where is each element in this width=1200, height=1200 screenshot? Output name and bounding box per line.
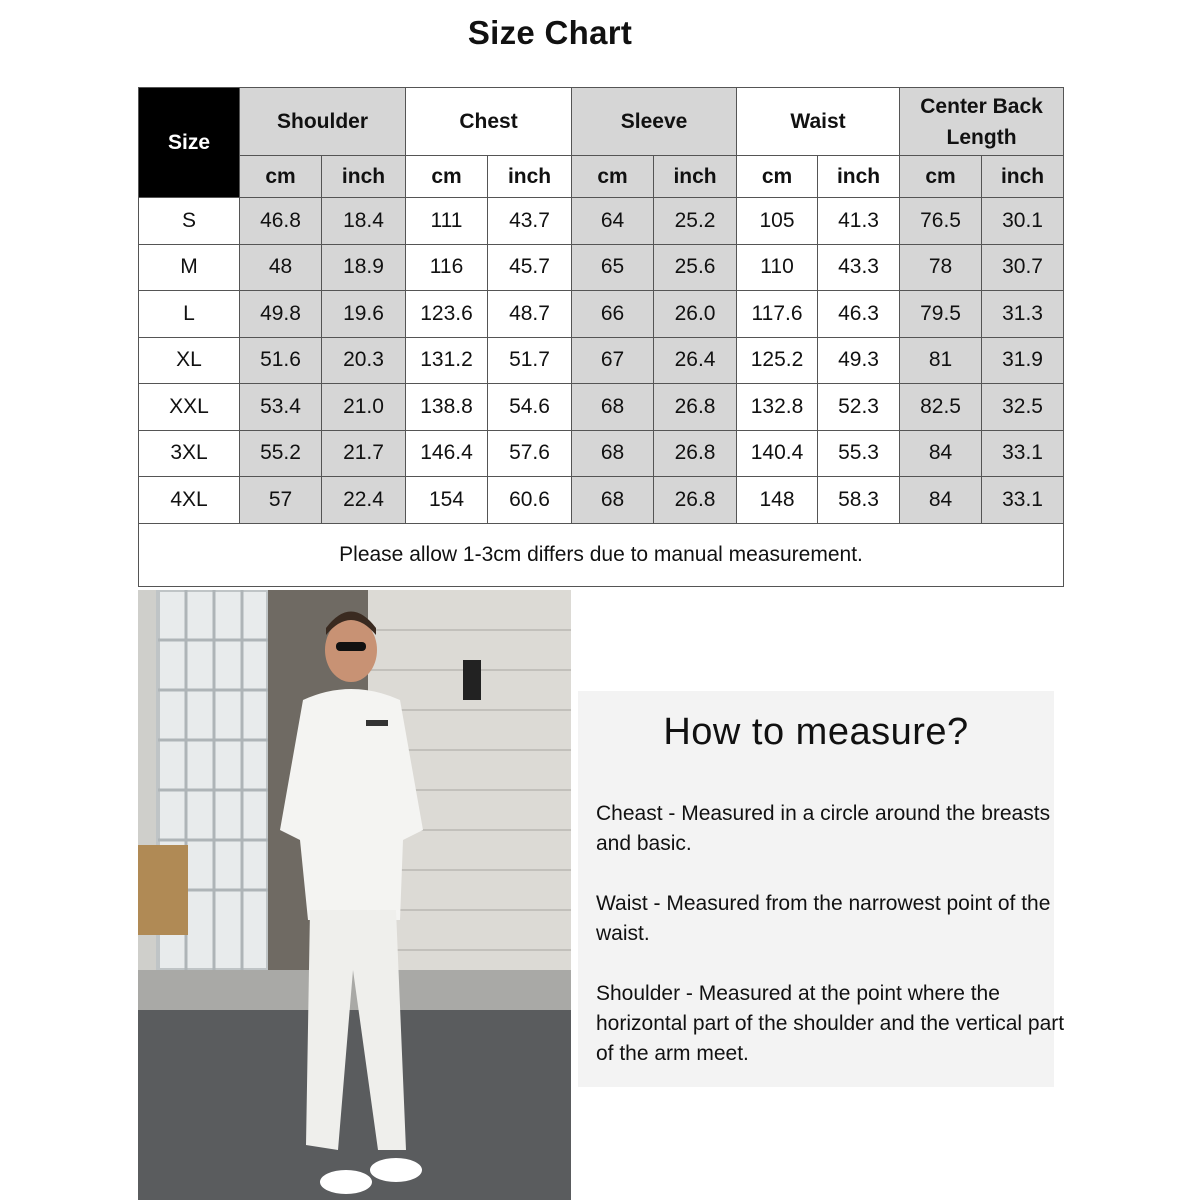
- unit-header: cm: [240, 156, 322, 198]
- unit-header: inch: [322, 156, 406, 198]
- measurement-cell: 26.8: [654, 477, 737, 524]
- unit-header: inch: [818, 156, 900, 198]
- measurement-cell: 30.7: [982, 244, 1064, 291]
- measurement-cell: 55.3: [818, 430, 900, 477]
- measurement-cell: 30.1: [982, 198, 1064, 245]
- how-to-measure-heading: How to measure?: [663, 711, 969, 753]
- size-label-cell: 3XL: [139, 430, 240, 477]
- measurement-cell: 43.3: [818, 244, 900, 291]
- unit-header: cm: [737, 156, 818, 198]
- unit-header: cm: [406, 156, 488, 198]
- measurement-cell: 138.8: [406, 384, 488, 431]
- group-header-row: [139, 88, 1064, 156]
- measurement-cell: 82.5: [900, 384, 982, 431]
- measurement-cell: 26.8: [654, 430, 737, 477]
- measurement-cell: 140.4: [737, 430, 818, 477]
- size-header: Size: [139, 88, 240, 198]
- measurement-cell: 49.8: [240, 291, 322, 338]
- measurement-cell: 67: [572, 337, 654, 384]
- measurement-cell: 58.3: [818, 477, 900, 524]
- model-photo: [138, 590, 571, 1200]
- measurement-cell: 66: [572, 291, 654, 338]
- size-label-cell: XL: [139, 337, 240, 384]
- table-row: [139, 477, 1064, 524]
- measurement-cell: 51.7: [488, 337, 572, 384]
- measurement-cell: 81: [900, 337, 982, 384]
- measurement-cell: 148: [737, 477, 818, 524]
- measurement-cell: 19.6: [322, 291, 406, 338]
- measurement-cell: 57: [240, 477, 322, 524]
- measurement-cell: 125.2: [737, 337, 818, 384]
- measurement-cell: 43.7: [488, 198, 572, 245]
- table-row: [139, 430, 1064, 477]
- size-label-cell: L: [139, 291, 240, 338]
- measurement-cell: 68: [572, 477, 654, 524]
- unit-header: inch: [488, 156, 572, 198]
- measurement-cell: 46.3: [818, 291, 900, 338]
- group-header-center-back-length: Center Back Length: [900, 88, 1064, 156]
- size-rows: [139, 198, 1064, 524]
- measurement-cell: 116: [406, 244, 488, 291]
- measurement-cell: 84: [900, 430, 982, 477]
- measurement-cell: 48: [240, 244, 322, 291]
- size-label-cell: 4XL: [139, 477, 240, 524]
- measure-chest-text: Cheast - Measured in a circle around the breasts and basic.: [596, 802, 1051, 855]
- measurement-cell: 54.6: [488, 384, 572, 431]
- table-row: [139, 337, 1064, 384]
- measurement-cell: 146.4: [406, 430, 488, 477]
- table-row: [139, 291, 1064, 338]
- size-label-cell: M: [139, 244, 240, 291]
- measurement-cell: 111: [406, 198, 488, 245]
- measurement-cell: 41.3: [818, 198, 900, 245]
- table-row: [139, 384, 1064, 431]
- measurement-cell: 117.6: [737, 291, 818, 338]
- measurement-cell: 46.8: [240, 198, 322, 245]
- size-label-cell: S: [139, 198, 240, 245]
- measurement-cell: 33.1: [982, 430, 1064, 477]
- group-header-chest: Chest: [406, 88, 572, 156]
- measurement-cell: 26.4: [654, 337, 737, 384]
- measurement-cell: 57.6: [488, 430, 572, 477]
- measurement-cell: 33.1: [982, 477, 1064, 524]
- measurement-cell: 52.3: [818, 384, 900, 431]
- measure-waist-text: Waist - Measured from the narrowest point of the waist.: [596, 892, 1051, 945]
- measurement-cell: 51.6: [240, 337, 322, 384]
- unit-header: cm: [572, 156, 654, 198]
- table-row: [139, 198, 1064, 245]
- measurement-cell: 131.2: [406, 337, 488, 384]
- measurement-cell: 25.2: [654, 198, 737, 245]
- measurement-cell: 60.6: [488, 477, 572, 524]
- measurement-cell: 123.6: [406, 291, 488, 338]
- measurement-cell: 79.5: [900, 291, 982, 338]
- measurement-cell: 64: [572, 198, 654, 245]
- measurement-cell: 32.5: [982, 384, 1064, 431]
- unit-header-row: [139, 156, 1064, 198]
- measurement-cell: 110: [737, 244, 818, 291]
- measurement-cell: 48.7: [488, 291, 572, 338]
- unit-header: inch: [654, 156, 737, 198]
- measurement-cell: 25.6: [654, 244, 737, 291]
- measurement-cell: 26.8: [654, 384, 737, 431]
- measurement-cell: 49.3: [818, 337, 900, 384]
- table-row: [139, 244, 1064, 291]
- measurement-cell: 84: [900, 477, 982, 524]
- measurement-cell: 55.2: [240, 430, 322, 477]
- how-to-measure-panel: [578, 691, 1065, 1087]
- size-table: [138, 87, 1064, 587]
- measurement-cell: 31.9: [982, 337, 1064, 384]
- unit-header: inch: [982, 156, 1064, 198]
- measurement-cell: 18.9: [322, 244, 406, 291]
- measurement-cell: 21.7: [322, 430, 406, 477]
- group-header-sleeve: Sleeve: [572, 88, 737, 156]
- group-header-waist: Waist: [737, 88, 900, 156]
- measurement-cell: 18.4: [322, 198, 406, 245]
- model-photo-illustration: [138, 590, 571, 1200]
- measurement-cell: 76.5: [900, 198, 982, 245]
- measurement-cell: 21.0: [322, 384, 406, 431]
- group-header-shoulder: Shoulder: [240, 88, 406, 156]
- measurement-cell: 132.8: [737, 384, 818, 431]
- measurement-cell: 105: [737, 198, 818, 245]
- measurement-cell: 68: [572, 384, 654, 431]
- measurement-cell: 31.3: [982, 291, 1064, 338]
- measurement-cell: 53.4: [240, 384, 322, 431]
- measurement-note: Please allow 1-3cm differs due to manual measurement.: [139, 523, 1064, 586]
- size-label-cell: XXL: [139, 384, 240, 431]
- measurement-cell: 20.3: [322, 337, 406, 384]
- measurement-cell: 65: [572, 244, 654, 291]
- measurement-cell: 45.7: [488, 244, 572, 291]
- measurement-cell: 26.0: [654, 291, 737, 338]
- measure-shoulder-text: Shoulder - Measured at the point where the horizontal part of the shoulder and the vertical part of the arm meet.: [596, 982, 1065, 1065]
- chart-title: Size Chart: [467, 14, 633, 51]
- unit-header: cm: [900, 156, 982, 198]
- measurement-cell: 22.4: [322, 477, 406, 524]
- measurement-cell: 154: [406, 477, 488, 524]
- measurement-cell: 78: [900, 244, 982, 291]
- measurement-cell: 68: [572, 430, 654, 477]
